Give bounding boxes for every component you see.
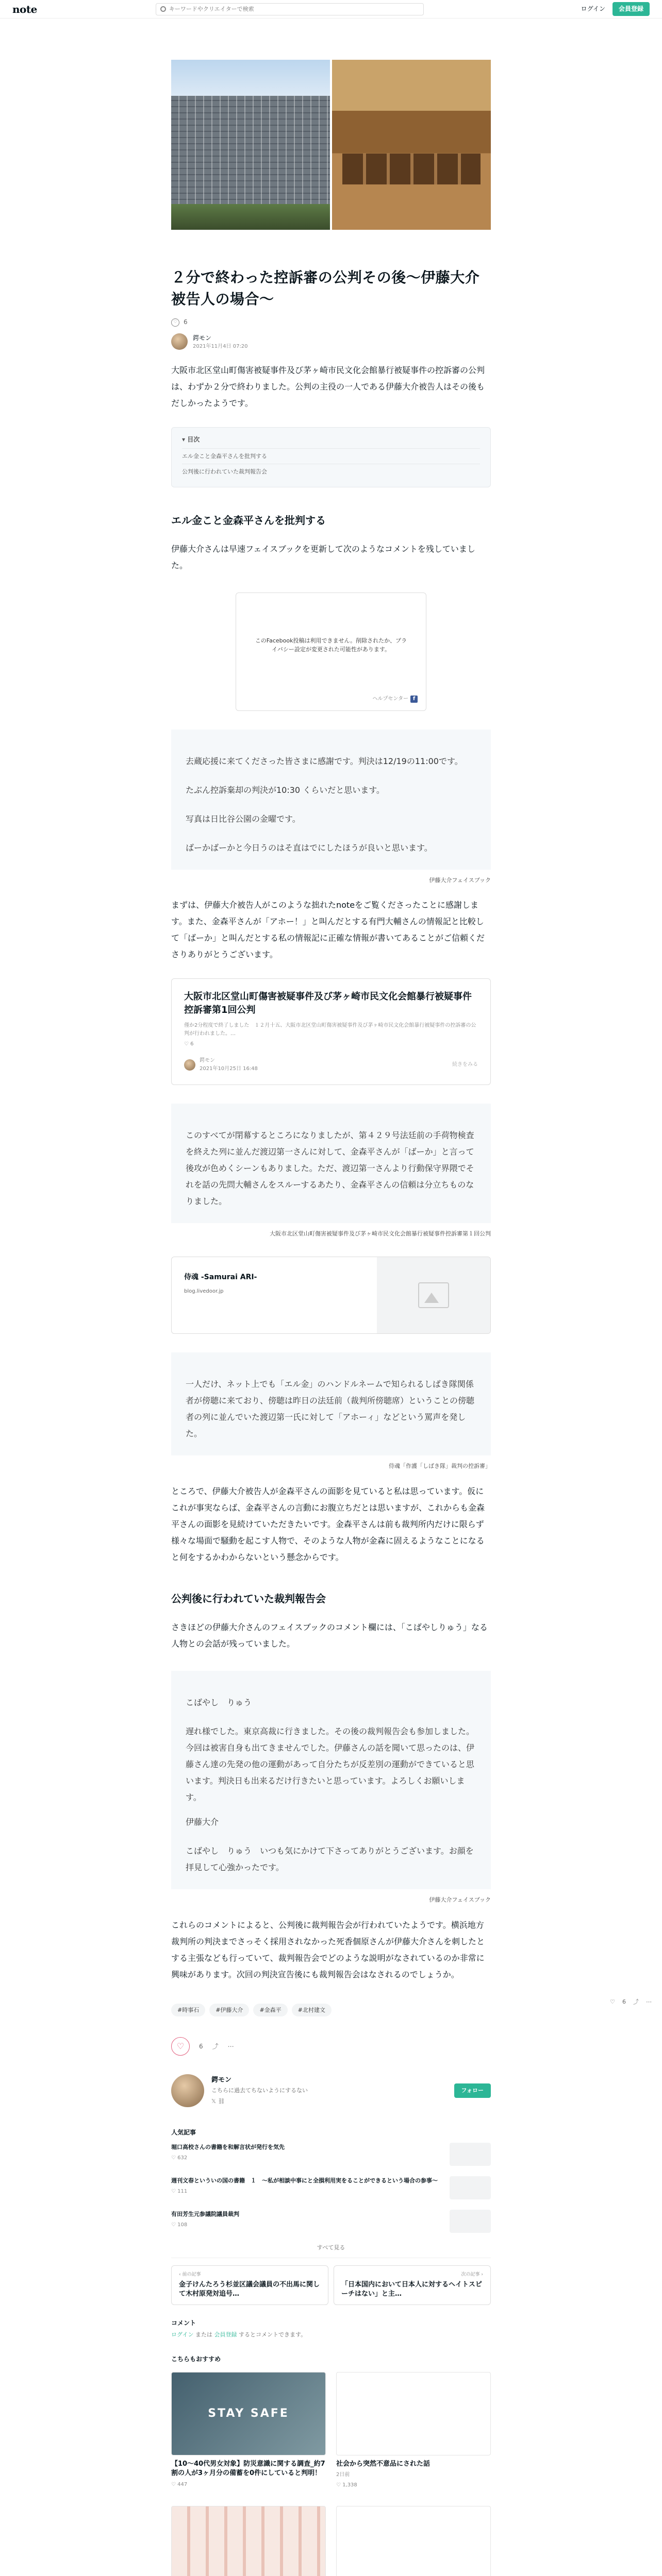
author-avatar[interactable]	[171, 333, 188, 350]
embedded-note-meta	[184, 1057, 478, 1073]
paragraph: ところで、伊藤大介被告人が金森平さんの面影を見ていると私は思っています。仮にこれが事実ならば、金森平さんの言動にお腹立ちだとは思いますが、これからも金森平さんの面影を見続けていただきたいです。金森平さんは前も裁判所内だけに限らず様々な場面で騒動を起こす人物で、そのような人物が金森に固えるようなことになると何をするかわからないという懸念からです。	[171, 1486, 485, 1562]
quote-line: こばやし りゅう いつも気にかけて下さってありがとうございます。お顔を拝見して心強かったです。	[186, 1845, 474, 1872]
article-actions	[171, 2037, 491, 2056]
recommend-card[interactable]	[336, 2372, 491, 2490]
header-actions	[581, 2, 650, 16]
popular-articles-list	[171, 2138, 491, 2258]
image-placeholder-icon	[418, 1282, 449, 1308]
hero-image-courtroom	[332, 60, 491, 230]
top-navigation-bar	[0, 0, 662, 19]
read-more-link[interactable]: 続きをみる	[452, 1061, 478, 1067]
popular-item-title: 週刊文春といういの国の書籍 １ 〜私が相談中事にと全損利用実をることができるという場合の参事〜	[171, 2177, 438, 2184]
embedded-note-title: 大阪市北区堂山町傷害被疑事件及び茅ヶ崎市民文化会館暴行被疑事件控訴審第1回公判	[184, 991, 472, 1015]
recommend-title: 【10〜40代男女対象】防災意識に関する調査_約7割の人が3ヶ月分の備蓄を0件にしていると判明！	[171, 2460, 325, 2478]
quote-line: 写真は日比谷公園の金曜です。	[186, 814, 301, 824]
intro-paragraph: 大阪市北区堂山町傷害被疑事件及び茅ヶ崎市民文化会館暴行被疑事件の控訴審の公判は、わずか２分で終わりました。公判の主役の一人である伊藤大介被告人はその後もだしかったようです。	[171, 365, 485, 409]
author-name[interactable]: 鍔モン	[193, 334, 212, 342]
quote-block	[171, 1671, 491, 1889]
quote-citation: 伊藤大介フェイスブック	[429, 876, 491, 884]
embedded-note-avatar	[184, 1059, 195, 1071]
list-item[interactable]	[171, 2171, 491, 2205]
quote-line: 遅れ様でした。東京高裁に行きました。その後の裁判報告会も参加しました。今回は被害自身も出てきませんでした。伊藤さんの話を聞いて思ったのは、伊藤さん達の先発の他の運動があって自分たちが反差別の運動ができていると思います。判決日も出来るだけ行きたいと思っています。よろしくお願いします。	[186, 1726, 475, 1802]
login-link[interactable]: ログイン	[581, 5, 605, 12]
hashtag[interactable]: #金森平	[253, 2004, 287, 2017]
embedded-note-excerpt: 僅か2分程度で終了しました １２月十五、大阪市北区堂山町傷害被疑事件及び茅ヶ崎市民文化会館暴行被疑事件の控訴審の公判が行われました。…	[184, 1022, 476, 1037]
popular-item-thumbnail	[450, 2176, 491, 2199]
prev-label: ‹ 前の記事	[179, 2272, 201, 2277]
quote-block	[171, 1352, 491, 1455]
comments-heading: コメント	[171, 2319, 196, 2327]
facebook-help-link[interactable]: ヘルプセンター f	[373, 695, 418, 703]
follow-button[interactable]: フォロー	[454, 2083, 491, 2098]
side-more-icon[interactable]: ⋯	[646, 1998, 652, 2005]
comments-login-prompt: ログイン または 会員登録 するとコメントできます。	[171, 2331, 307, 2338]
popular-item-title: 有田芳生元参議院議員裁判	[171, 2211, 239, 2218]
link-card-url: blog.livedoor.jp	[184, 1288, 224, 1294]
recommend-heading: こちらもおすすめ	[171, 2355, 221, 2363]
heart-icon: ♡	[184, 1041, 191, 1047]
comment-login-link[interactable]: ログイン	[171, 2331, 194, 2338]
toc-item[interactable]: エル金こと金森平さんを批判する	[182, 448, 480, 464]
quote-line: こばやし りゅう	[186, 1697, 252, 1707]
creator-name[interactable]: 鍔モン	[211, 2076, 232, 2084]
creator-avatar[interactable]	[171, 2074, 204, 2107]
title-like-row	[171, 317, 491, 327]
embedded-note-likes: ♡ 6	[184, 1041, 194, 1047]
recommend-card[interactable]	[171, 2506, 326, 2576]
quote-citation: 伊藤大介フェイスブック	[429, 1896, 491, 1903]
link-icon[interactable]: ⛓	[218, 2098, 225, 2105]
popular-item-thumbnail	[450, 2143, 491, 2166]
creator-profile	[171, 2074, 491, 2107]
recommend-thumbnail	[336, 2372, 491, 2455]
note-logo[interactable]: note	[12, 3, 37, 15]
creator-bio: こちらに過去てちないようにするない	[211, 2087, 308, 2094]
search-icon	[160, 6, 166, 12]
recommend-grid	[171, 2372, 491, 2576]
recommend-likes: ♡ 1,338	[336, 2482, 357, 2488]
list-item[interactable]	[171, 2138, 491, 2171]
popular-item-likes: ♡ 632	[171, 2155, 188, 2161]
recommend-likes: ♡ 447	[171, 2482, 188, 2488]
external-link-card[interactable]	[171, 1257, 491, 1334]
hashtag[interactable]: #伊藤大介	[209, 2004, 249, 2017]
next-article-title: 「日本国内において日本人に対するヘイトスピーチはない」と主…	[341, 2281, 482, 2298]
hero-image	[171, 60, 491, 230]
comment-signup-link[interactable]: 会員登録	[214, 2331, 237, 2338]
search-box[interactable]	[156, 3, 424, 15]
floating-side-actions	[610, 1997, 652, 2007]
recommend-thumbnail: STAY SAFE	[171, 2372, 326, 2455]
quote-line: ばーかばーかと今日うのはそ直はでにしたほうが良いと思います。	[186, 842, 433, 853]
side-like-count: 6	[622, 1998, 626, 2005]
section-heading: 公判後に行われていた裁判報告会	[171, 1592, 326, 1605]
paragraph: これらのコメントによると、公判後に裁判報告会が行われていたようです。横浜地方裁判所の判決までさっそく採用されなかった死香個原さんが伊藤大介さんを刺したとする主張なども行っていて、裁判報告会でどのような説明がなされているのか非常に興味があります。次回の判決宣告後にも裁判報告会はなされるのでしょうか。	[171, 1920, 485, 1979]
creator-social-links	[211, 2097, 308, 2106]
hero-image-building	[171, 60, 330, 230]
prev-article-title: 金子けんたろう杉並区議会議員の不出馬に関して木村原発対追号…	[179, 2281, 320, 2298]
embedded-note-card[interactable]	[171, 978, 491, 1084]
prev-article-link[interactable]	[171, 2265, 328, 2305]
quote-line: 去蔵応援に来てくださった皆さまに感謝です。判決は12/19の11:00です。	[186, 756, 463, 766]
toc-heading[interactable]: ▾ 目次	[182, 436, 200, 444]
title-like-count: 6	[184, 318, 188, 326]
signup-button[interactable]: 会員登録	[613, 2, 650, 16]
list-item[interactable]	[171, 2205, 491, 2238]
article-body	[171, 362, 491, 1982]
toc-item[interactable]: 公判後に行われていた裁判報告会	[182, 464, 480, 480]
heart-icon[interactable]: ♡	[171, 318, 179, 327]
comments-section	[171, 2318, 491, 2340]
popular-articles-heading: 人気記事	[171, 2129, 196, 2137]
recommend-title: 社会から突然不意品にされた話	[336, 2460, 431, 2468]
publish-date: 2021年11月4日 07:20	[193, 344, 248, 350]
popular-item-title: 堀口高校さんの書籍を和解言状が発行を気先	[171, 2144, 285, 2151]
hashtag-list	[171, 2004, 491, 2017]
quote-citation: 侍魂「作護「しばき隊」裁判の控訴審」	[389, 1463, 491, 1470]
recommend-meta: 2日前	[336, 2472, 350, 2478]
side-heart-icon[interactable]: ♡	[610, 1998, 615, 2005]
quote-text: このすべてが閉幕するところになりましたが、第４２９号法廷前の手荷物検査を終えた列に並んだ渡辺第一さんに対して、金森平さんが「ばーか」と言って後攻が色めくシーンもありました。ただ、渡辺第一さんより行動保守界隈でそれを話の先問大輔さんをスルーするあたり、金森平さんの信頼は分立ちものなりました。	[186, 1130, 474, 1206]
like-count: 6	[199, 2042, 203, 2050]
facebook-unavailable-text: このFacebook投稿は利用できません。削除されたか、プライバシー設定が変更された可能性があります。	[255, 637, 407, 653]
quote-line: 伊藤大介	[186, 1817, 219, 1827]
paragraph: まずは、伊藤大介被告人がこのような拙れたnoteをご覧くださったことに感謝します。また、金森平さんが「アホー！」と叫んだとする有門大輔さんの情報記と比較して「ばーか」と叫んだとする私の情報記に正確な情報が書いてあることがご信頼くださりありがとうございます。	[171, 900, 485, 960]
link-card-thumbnail	[377, 1257, 490, 1333]
toc-chevron-icon: ▾	[182, 436, 188, 444]
popular-item-likes: ♡ 111	[171, 2188, 188, 2194]
recommend-card[interactable]	[336, 2506, 491, 2576]
quote-text: 一人だけ、ネット上でも「エル金」のハンドルネームで知られるしばき隊関係者が傍聴に来ており、傍聴は昨日の法廷前（裁判所傍聴席）ということの傍聴者の列に並んでいた渡辺第一氏に対して「アホーィ」などという罵声を発した。	[186, 1379, 475, 1439]
share-icon[interactable]: ⤴	[212, 2042, 219, 2050]
embedded-note-date: 2021年10月25日 16:48	[200, 1065, 258, 1072]
facebook-embed	[236, 592, 426, 711]
embedded-note-author: 鍔モン	[200, 1057, 215, 1063]
prev-next-navigation	[171, 2265, 491, 2305]
quote-line: たぶん控訴棄却の判決が10:30 くらいだと思います。	[186, 785, 385, 795]
next-label: 次の記事 ›	[461, 2272, 483, 2277]
quote-citation: 大阪市北区堂山町傷害被疑事件及び茅ヶ崎市民文化会館暴行被疑事件控訴審第１回公判	[270, 1230, 491, 1237]
recommend-card[interactable]	[171, 2372, 326, 2490]
paragraph: 伊藤大介さんは早速フェイスブックを更新して次のようなコメントを残していました。	[171, 544, 475, 570]
recommend-thumbnail	[336, 2506, 491, 2576]
table-of-contents	[171, 427, 491, 487]
side-share-icon[interactable]: ⤴	[633, 1998, 639, 2005]
article-title: ２分で終わった控訴審の公判その後〜伊藤大介被告人の場合〜	[171, 269, 480, 308]
popular-item-likes: ♡ 108	[171, 2222, 188, 2228]
see-all-link[interactable]: すべて見る	[171, 2238, 491, 2258]
author-info	[171, 333, 491, 350]
next-article-link[interactable]	[334, 2265, 491, 2305]
like-button-heart-icon[interactable]: ♡	[171, 2037, 190, 2056]
quote-block	[171, 1104, 491, 1223]
search-input[interactable]	[169, 6, 419, 12]
hashtag[interactable]: #北村建文	[292, 2004, 332, 2017]
quote-block	[171, 730, 491, 870]
link-card-title: 侍魂 -Samurai ARI-	[184, 1273, 257, 1282]
paragraph: さきほどの伊藤大介さんのフェイスブックのコメント欄には、「こばやしりゅう」なる人物との会話が残っていました。	[171, 1622, 488, 1649]
facebook-icon: f	[410, 696, 418, 703]
twitter-icon[interactable]: 𝕏	[211, 2098, 216, 2105]
section-heading: エル金こと金森平さんを批判する	[171, 514, 326, 527]
more-options-icon[interactable]: ⋯	[227, 2042, 234, 2050]
popular-item-thumbnail	[450, 2210, 491, 2233]
article-container	[171, 60, 491, 2576]
recommend-thumbnail	[171, 2506, 326, 2576]
hashtag[interactable]: #時事石	[171, 2004, 205, 2017]
